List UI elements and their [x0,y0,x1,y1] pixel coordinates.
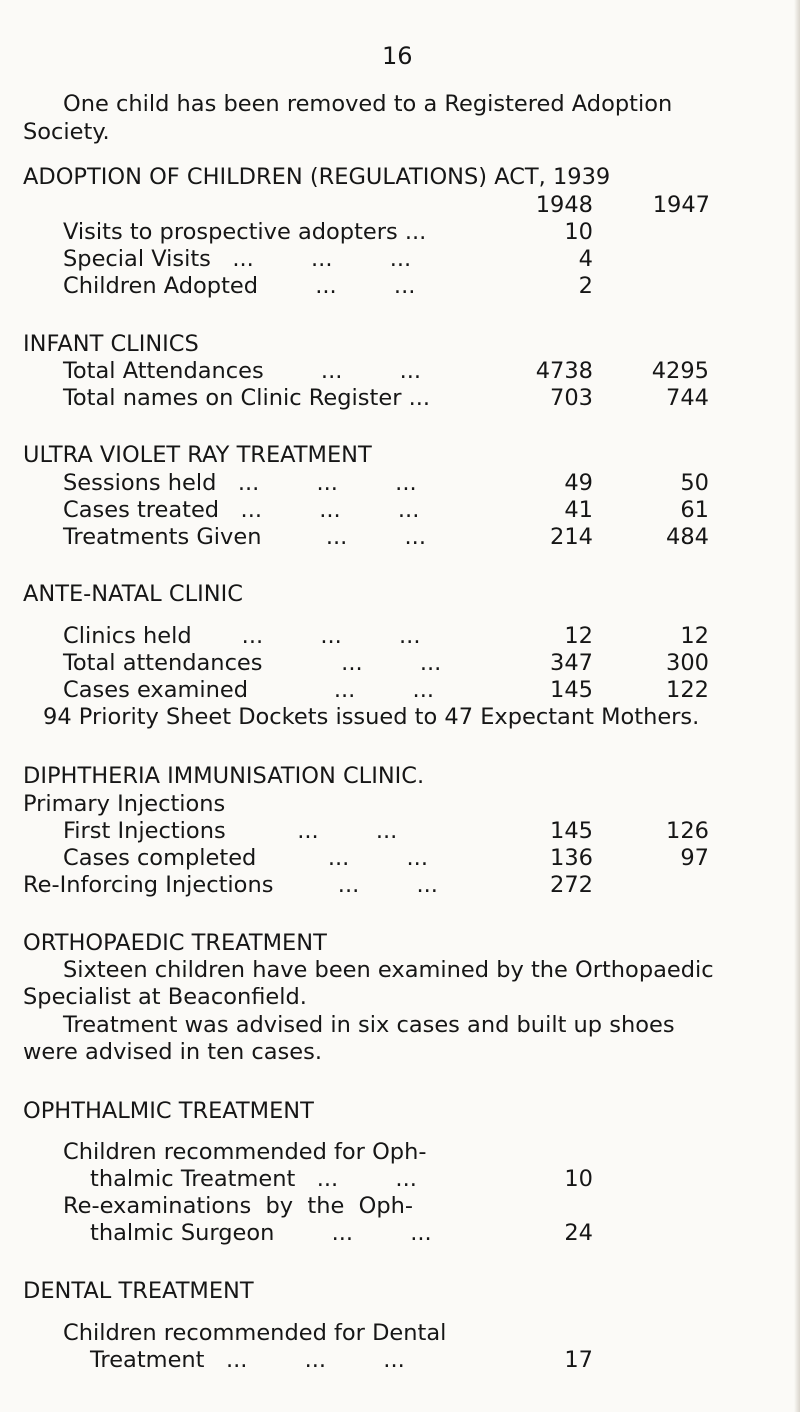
dental-heading: DENTAL TREATMENT [23,1278,254,1304]
page-edge-shadow [794,0,800,1412]
ophthalmic-row-value: 10 [564,1166,593,1192]
ultraviolet-heading: ULTRA VIOLET RAY TREATMENT [23,442,372,468]
ophthalmic-row-value: 24 [564,1220,593,1246]
ophthalmic-row-label: Re-examinations by the Oph- [63,1193,413,1219]
adoption-row-label: Special Visits ... ... ... [63,246,412,272]
ultraviolet-row-1947: 484 [666,524,709,550]
ultraviolet-row-1948: 41 [564,497,593,523]
antenatal-row-1948: 12 [564,623,593,649]
antenatal-row-1948: 145 [550,677,593,703]
diphtheria-row-1948: 145 [550,818,593,844]
diphtheria-subheading: Primary Injections [23,791,226,817]
infant-row-1947: 744 [666,385,709,411]
diphtheria-row-1947: 97 [680,845,709,871]
adoption-row-1948: 2 [578,273,593,299]
diphtheria-row-1948: 272 [550,872,593,898]
orthopaedic-paragraph-line: were advised in ten cases. [23,1039,322,1065]
ultraviolet-row-1948: 49 [564,470,593,496]
adoption-row-label: Visits to prospective adopters ... [63,219,427,245]
column-header-1947: 1947 [652,192,710,218]
ultraviolet-row-1947: 61 [680,497,709,523]
infant-row-label: Total names on Clinic Register ... [63,385,431,411]
ultraviolet-row-1948: 214 [550,524,593,550]
antenatal-row-label: Clinics held ... ... ... [63,623,421,649]
ultraviolet-row-label: Cases treated ... ... ... [63,497,420,523]
dental-row-label: Children recommended for Dental [63,1320,447,1346]
adoption-row-label: Children Adopted ... ... [63,273,416,299]
orthopaedic-heading: ORTHOPAEDIC TREATMENT [23,930,327,956]
antenatal-row-1947: 12 [680,623,709,649]
antenatal-row-label: Total attendances ... ... [63,650,442,676]
antenatal-heading: ANTE-NATAL CLINIC [23,581,243,607]
antenatal-note: 94 Priority Sheet Dockets issued to 47 Expectant Mothers. [43,704,700,730]
adoption-row-1948: 4 [578,246,593,272]
orthopaedic-paragraph-line: Specialist at Beaconfield. [23,984,307,1010]
antenatal-row-1947: 300 [666,650,709,676]
page-number: 16 [382,42,413,70]
diphtheria-row-1948: 136 [550,845,593,871]
orthopaedic-paragraph-line: Sixteen children have been examined by the Orthopaedic [63,957,714,983]
infant-row-1948: 703 [550,385,593,411]
antenatal-row-1947: 122 [666,677,709,703]
infant-row-label: Total Attendances ... ... [63,358,422,384]
infant-heading: INFANT CLINICS [23,331,199,357]
ophthalmic-row-label: Children recommended for Oph- [63,1139,427,1165]
dental-row-value: 17 [564,1347,593,1373]
infant-row-1947: 4295 [651,358,709,384]
ophthalmic-row-label: thalmic Surgeon ... ... [90,1220,432,1246]
ultraviolet-row-1947: 50 [680,470,709,496]
adoption-heading: ADOPTION OF CHILDREN (REGULATIONS) ACT, 1939 [23,164,611,190]
diphtheria-row-label: First Injections ... ... [63,818,398,844]
orthopaedic-paragraph-line: Treatment was advised in six cases and built up shoes [63,1012,675,1038]
antenatal-row-1948: 347 [550,650,593,676]
ultraviolet-row-label: Treatments Given ... ... [63,524,426,550]
diphtheria-row-1947: 126 [666,818,709,844]
diphtheria-row-label: Re-Inforcing Injections ... ... [23,872,438,898]
diphtheria-heading: DIPHTHERIA IMMUNISATION CLINIC. [23,763,425,789]
infant-row-1948: 4738 [535,358,593,384]
ultraviolet-row-label: Sessions held ... ... ... [63,470,417,496]
diphtheria-row-label: Cases completed ... ... [63,845,428,871]
dental-row-label: Treatment ... ... ... [90,1347,405,1373]
adoption-row-1948: 10 [564,219,593,245]
antenatal-row-label: Cases examined ... ... [63,677,434,703]
intro-line-2: Society. [23,119,110,145]
intro-line-1: One child has been removed to a Registered Adoption [63,91,673,117]
ophthalmic-heading: OPHTHALMIC TREATMENT [23,1098,314,1124]
ophthalmic-row-label: thalmic Treatment ... ... [90,1166,417,1192]
column-header-1948: 1948 [535,192,593,218]
